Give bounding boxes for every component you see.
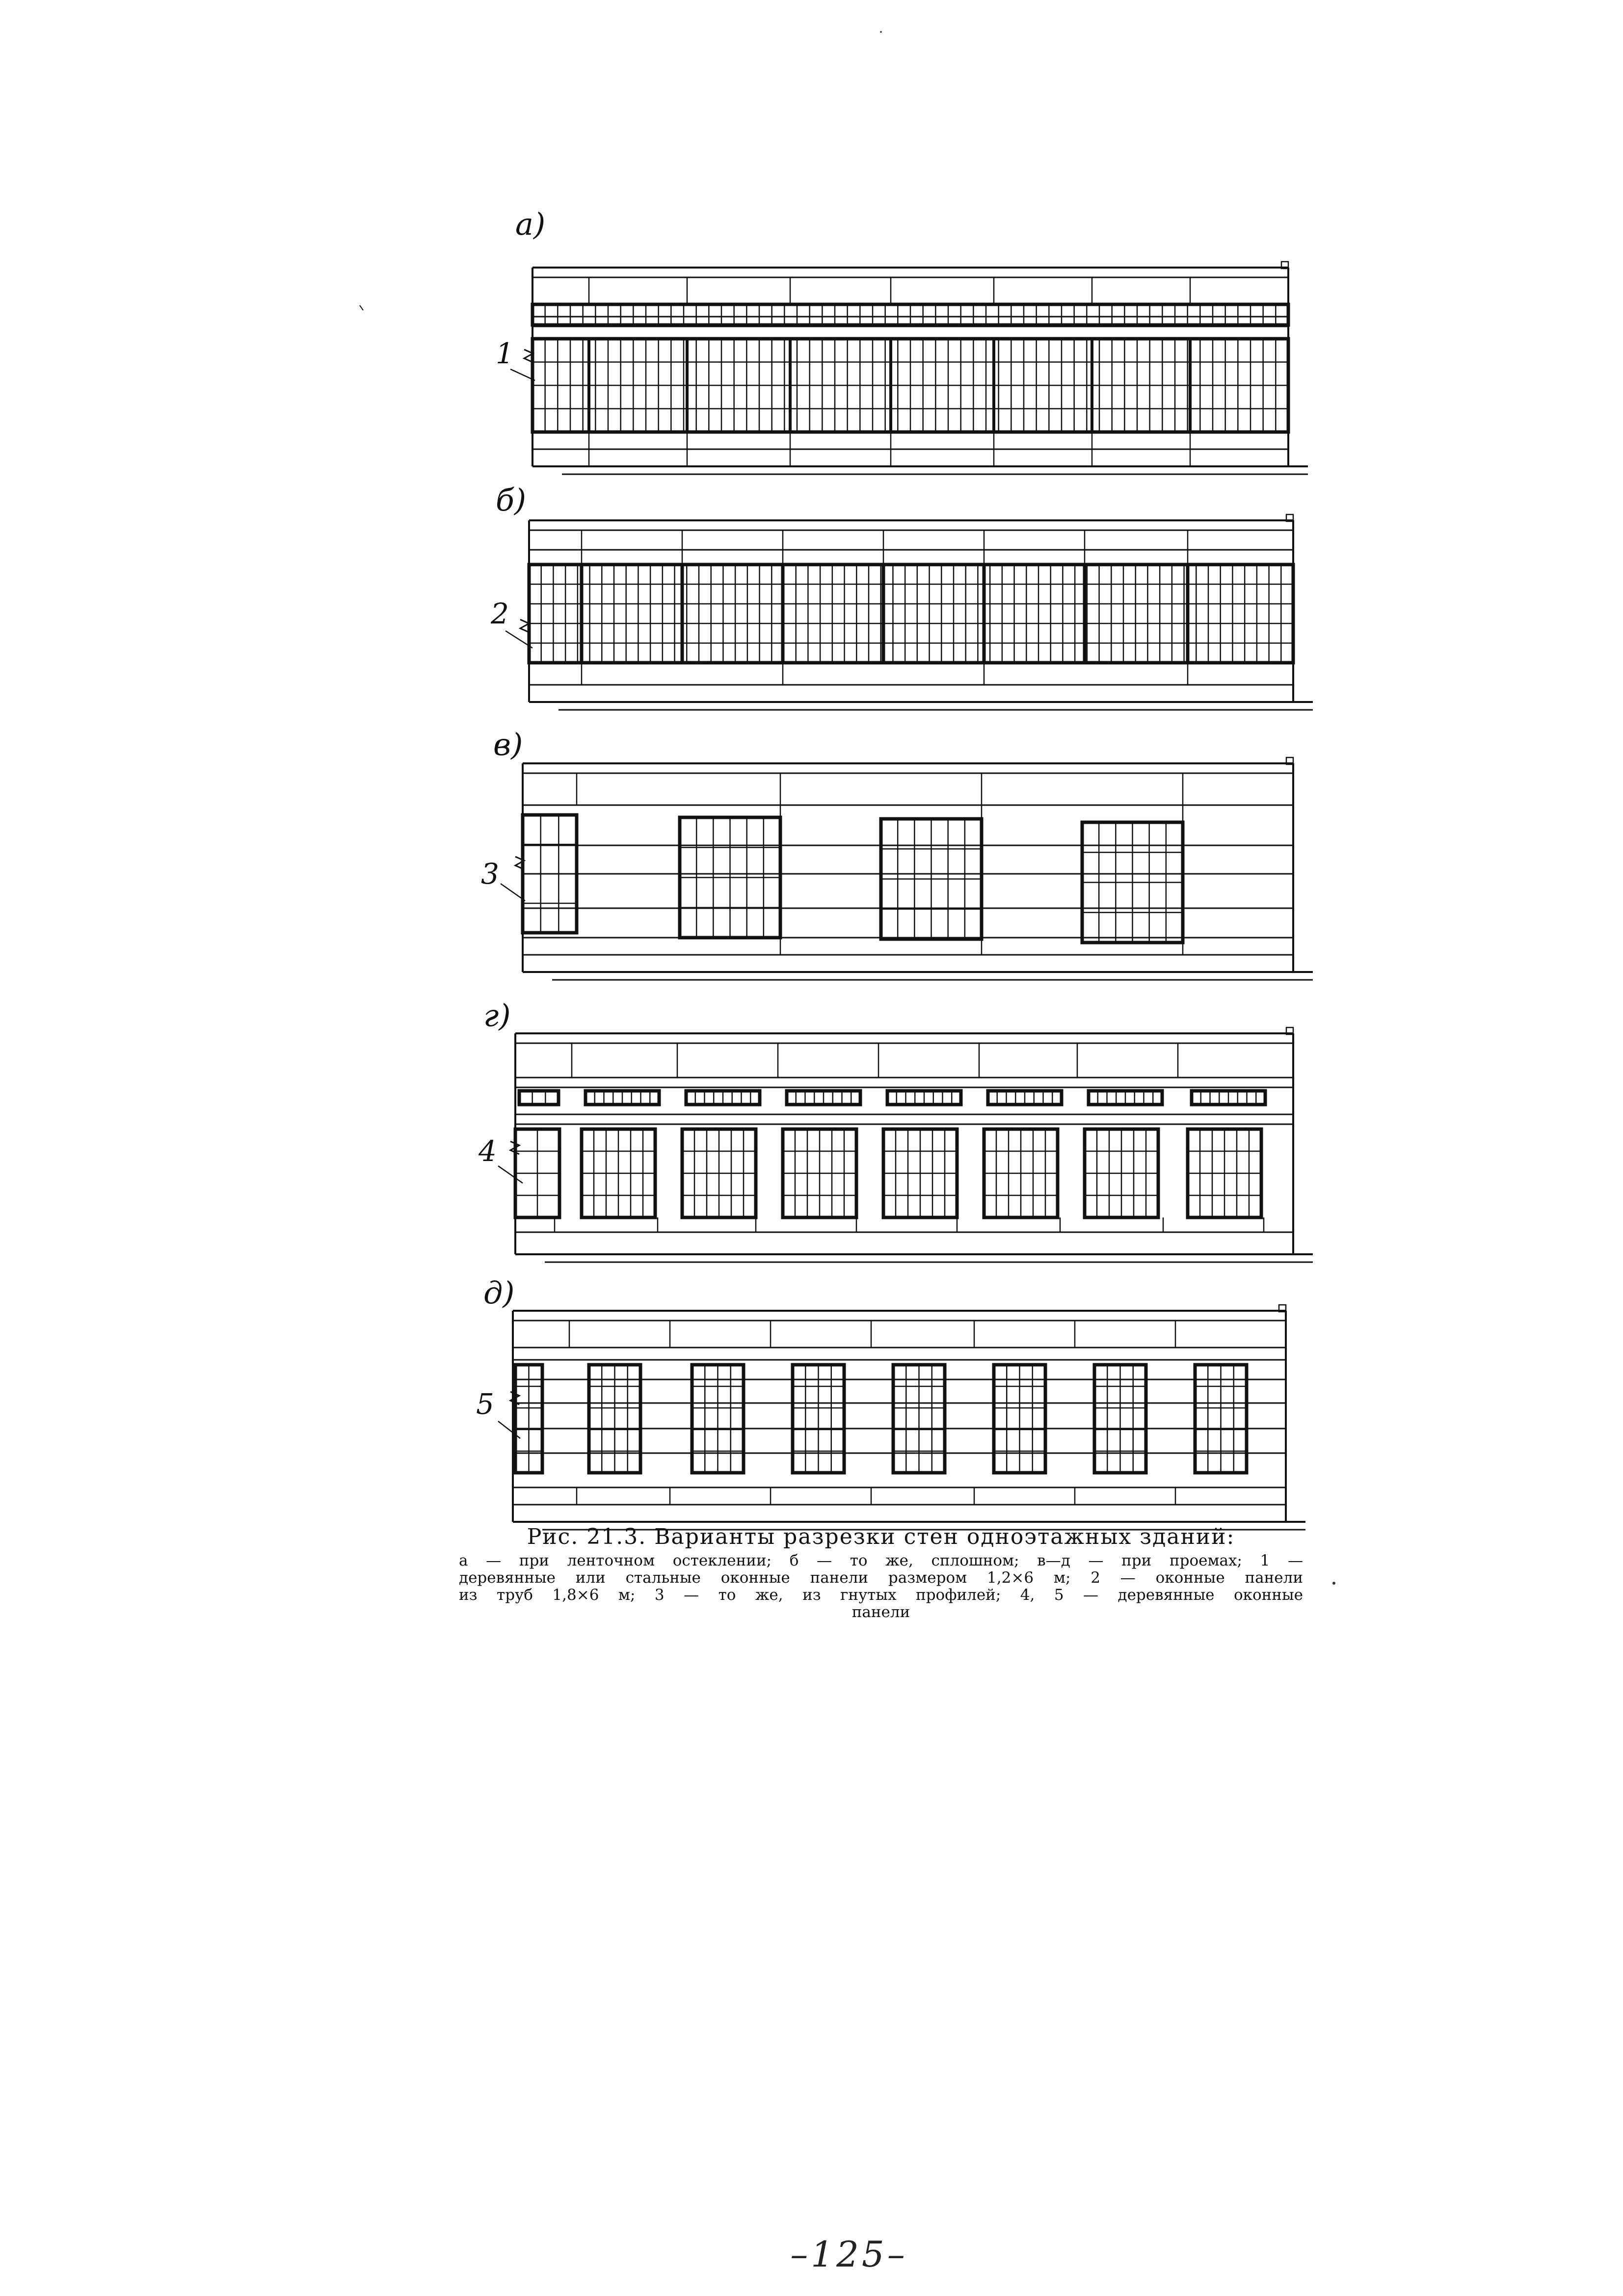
callout-number: 4 [479, 1134, 497, 1168]
callout-number: 3 [481, 857, 499, 891]
caption-last-line: панели [851, 1603, 910, 1621]
clerestory-window [519, 1091, 559, 1105]
leader-line [498, 1166, 523, 1183]
continuous-window [529, 565, 1293, 663]
caption-line: а — при ленточном остеклении; б — то же, сплошном; в—д — при проемах; 1 — [459, 1552, 1303, 1569]
variant-label: г) [483, 998, 511, 1033]
caption-line: деревянные или стальные оконные панели размером 1,2×6 м; 2 — оконные панели [459, 1569, 1303, 1587]
scan-speck [880, 31, 882, 33]
figure-caption [459, 1524, 1303, 1621]
scan-speck [1332, 1582, 1335, 1585]
callout-number: 2 [491, 597, 509, 630]
variant-label: в) [493, 727, 523, 762]
caption-title: Рис. 21.3. Варианты разрезки стен одноэтажных зданий: [527, 1524, 1235, 1549]
variant-label: д) [483, 1275, 515, 1311]
variant-label: б) [496, 482, 527, 518]
callout-number: 1 [496, 337, 514, 370]
callout-number: 5 [476, 1387, 494, 1421]
page-number: –125– [790, 2234, 908, 2275]
variant-label: а) [515, 206, 546, 242]
scan-mark [360, 305, 363, 310]
caption-line: из труб 1,8×6 м; 3 — то же, из гнутых профилей; 4, 5 — деревянные оконные [459, 1587, 1303, 1604]
break-line [510, 1141, 519, 1154]
